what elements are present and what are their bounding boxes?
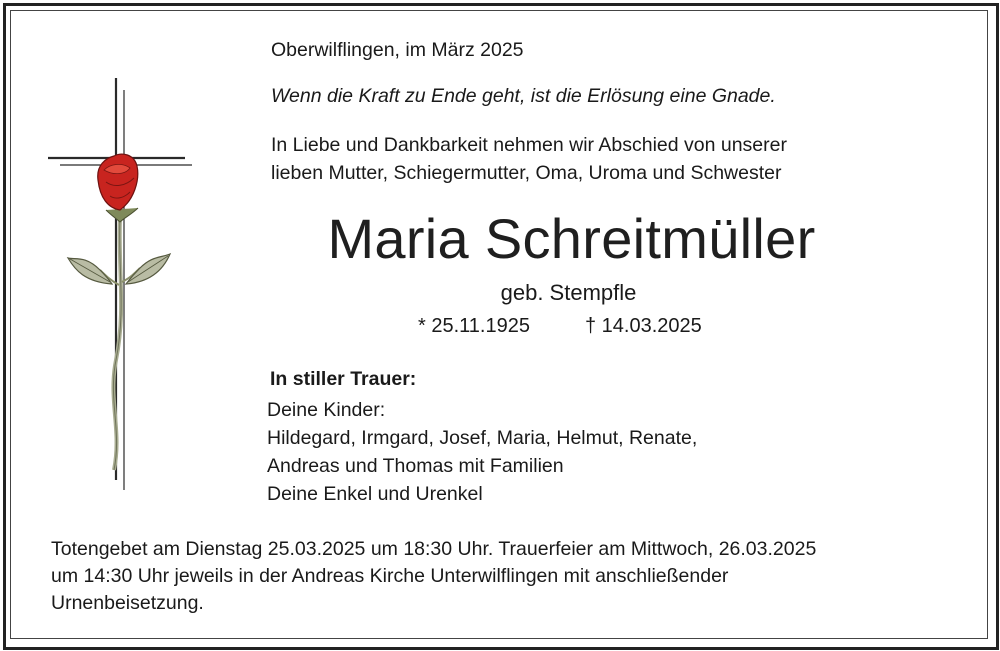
- quote: Wenn die Kraft zu Ende geht, ist die Erlösung eine Gnade.: [271, 85, 776, 107]
- place-and-date: Oberwilflingen, im März 2025: [271, 39, 524, 61]
- service-info-line: Totengebet am Dienstag 25.03.2025 um 18:30 Uhr. Trauerfeier am Mittwoch, 26.03.2025: [51, 538, 817, 560]
- mourners-line: Andreas und Thomas mit Familien: [267, 455, 564, 477]
- deceased-name: Maria Schreitmüller: [327, 207, 816, 270]
- intro-line-1: In Liebe und Dankbarkeit nehmen wir Abschied von unserer: [271, 134, 787, 156]
- birth-date: * 25.11.1925: [418, 315, 530, 337]
- mourners-heading: In stiller Trauer:: [270, 368, 417, 390]
- mourners-line: Deine Enkel und Urenkel: [267, 483, 483, 505]
- maiden-name: geb. Stempfle: [500, 280, 637, 305]
- death-date: † 14.03.2025: [585, 315, 702, 337]
- intro-line-2: lieben Mutter, Schiegermutter, Oma, Uroma und Schwester: [271, 162, 782, 184]
- service-info-line: um 14:30 Uhr jeweils in der Andreas Kirche Unterwilflingen mit anschließender: [51, 565, 729, 587]
- mourners-line: Deine Kinder:: [267, 399, 386, 421]
- service-info-line: Urnenbeisetzung.: [51, 592, 204, 614]
- mourners-line: Hildegard, Irmgard, Josef, Maria, Helmut, Renate,: [267, 427, 698, 449]
